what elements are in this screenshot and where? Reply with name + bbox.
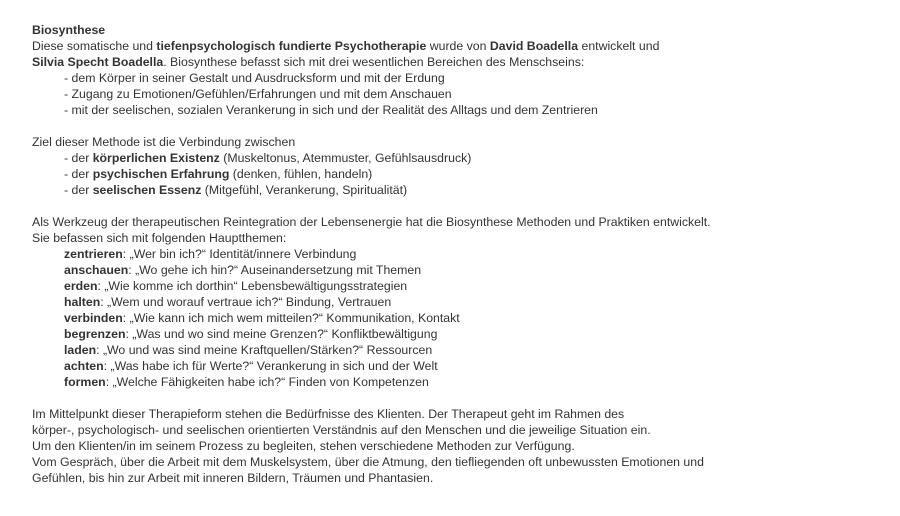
theme-item: anschauen: „Wo gehe ich hin?“ Auseinandersetzung mit Themen — [64, 263, 422, 277]
intro-line-2: Silvia Specht Boadella. Biosynthese befasst sich mit drei wesentlichen Bereichen des Menschseins: — [32, 55, 585, 69]
theme-item: formen: „Welche Fähigkeiten habe ich?“ Finden von Kompetenzen — [64, 375, 429, 389]
theme-item: achten: „Was habe ich für Werte?“ Verankerung in sich und der Welt — [64, 359, 438, 373]
paragraph-gap — [32, 198, 882, 214]
goal-list-item: - der psychischen Erfahrung (denken, fühlen, handeln) — [64, 167, 373, 181]
tools-line-2: Sie befassen sich mit folgenden Hauptthemen: — [32, 231, 287, 245]
theme-item: verbinden: „Wie kann ich mich wem mitteilen?“ Kommunikation, Kontakt — [64, 311, 460, 325]
closing-line: Um den Klienten/in im seinem Prozess zu begleiten, stehen verschiedene Methoden zur Verfügung. — [32, 439, 575, 453]
intro-list-item: - mit der seelischen, sozialen Verankerung in sich und der Realität des Alltags und dem Zentrieren — [64, 103, 598, 117]
intro-list-item: - dem Körper in seiner Gestalt und Ausdrucksform und mit der Erdung — [64, 71, 445, 85]
theme-item: laden: „Wo und was sind meine Kraftquellen/Stärken?“ Ressourcen — [64, 343, 433, 357]
closing-line: Vom Gespräch, über die Arbeit mit dem Muskelsystem, über die Atmung, den tiefliegenden oft unbewussten Emotionen und — [32, 455, 704, 469]
theme-item: begrenzen: „Was und wo sind meine Grenzen?“ Konfliktbewältigung — [64, 327, 438, 341]
tools-line-1: Als Werkzeug der therapeutischen Reintegration der Lebensenergie hat die Biosynthese Methoden und Praktiken entwickelt. — [32, 215, 711, 229]
closing-line: Gefühlen, bis hin zur Arbeit mit inneren Bildern, Träumen und Phantasien. — [32, 471, 434, 485]
goal-heading: Ziel dieser Methode ist die Verbindung zwischen — [32, 135, 296, 149]
theme-item: halten: „Wem und worauf vertraue ich?“ Bindung, Vertrauen — [64, 295, 392, 309]
section-title: Biosynthese — [32, 23, 106, 37]
theme-item: zentrieren: „Wer bin ich?“ Identität/innere Verbindung — [64, 247, 357, 261]
paragraph-gap — [32, 390, 882, 406]
goal-list-item: - der seelischen Essenz (Mitgefühl, Verankerung, Spiritualität) — [64, 183, 408, 197]
paragraph-gap — [32, 118, 882, 134]
closing-line: körper-, psychologisch- und seelischen orientierten Verständnis auf den Menschen und die jeweilige Situation ein. — [32, 423, 651, 437]
intro-line-1: Diese somatische und tiefenpsychologisch fundierte Psychotherapie wurde von David Boadella entwickelt und — [32, 39, 660, 53]
intro-list-item: - Zugang zu Emotionen/Gefühlen/Erfahrungen und mit dem Anschauen — [64, 87, 452, 101]
closing-line: Im Mittelpunkt dieser Therapieform stehen die Bedürfnisse des Klienten. Der Therapeut geht im Rahmen des — [32, 407, 625, 421]
goal-list-item: - der körperlichen Existenz (Muskeltonus, Atemmuster, Gefühlsausdruck) — [64, 151, 472, 165]
theme-item: erden: „Wie komme ich dorthin“ Lebensbewältigungsstrategien — [64, 279, 408, 293]
document-body — [32, 22, 882, 486]
